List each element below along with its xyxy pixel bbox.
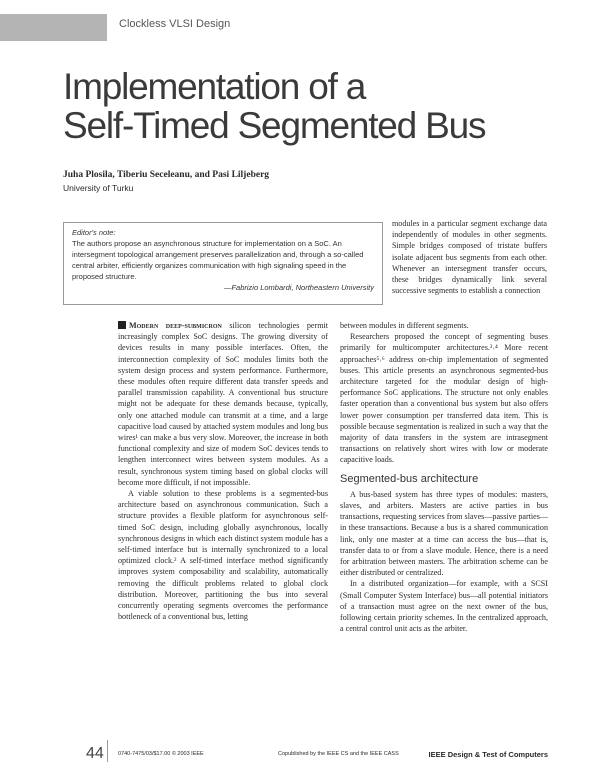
paragraph: between modules in different segments.	[340, 321, 469, 330]
editors-note-signature: —Fabrizio Lombardi, Northeastern University	[223, 283, 374, 292]
section-marker-icon	[118, 321, 126, 329]
article-title	[63, 67, 485, 145]
footer-copublished: Copublished by the IEEE CS and the IEEE CASS	[278, 751, 399, 757]
footer-divider	[107, 740, 108, 762]
lead-in: Modern deep-submicron	[129, 321, 222, 330]
column-right	[340, 320, 548, 634]
editors-note-body: The authors propose an asynchronous structure for implementation on a SoC. An intersegment topological arrangement preserves parallelization and, through a so-called central arbiter, efficiently organizes communication with high signaling speed in the proposed structure.	[72, 239, 364, 281]
section-label: Clockless VLSI Design	[119, 18, 231, 30]
paragraph: Researchers proposed the concept of segmenting buses primarily for multicomputer architectures.³˒⁴ More recent approaches⁵˒⁶ address on-chip implementation of segmented buses. This article presents an asynchronous segmented-bus architecture targeted for the modular design of high-performance SoC applications. The structure not only enables faster operation than a conventional bus system but also offers lower power consumption per transferred data item. This is possible because segmentation is realized in such a way that the majority of data transfers in the system are intrasegment transactions on relatively short wires with low or moderate capacitive loads.	[340, 332, 548, 465]
affiliation: University of Turku	[63, 183, 134, 193]
paragraph: Modern deep-submicron silicon technologies permit increasingly complex SoC designs. The growing diversity of devices results in many possible interfaces. Often, the interconnection complexity of SoC modules limits both the system design process and system performance. Furthermore, these modules often require different data transfer speeds and parallel transmission capability. A conventional bus structure might not be adequate for these demands because, typically, only one attached module can transmit at a time, and a large capacitive load caused by attached system modules and long bus wires¹ can make a bus very slow. Moreover, the increase in both functional complexity and size of modern SoC devices tends to lengthen interconnect wires between system modules. As a result, synchronous system timing based on global clocks will become more difficult, if not impossible.	[118, 321, 328, 487]
page-number: 44	[86, 745, 104, 762]
section-heading: Segmented-bus architecture	[340, 472, 479, 485]
footer-journal: IEEE Design & Test of Computers	[428, 750, 548, 759]
paragraph: A viable solution to these problems is a segmented-bus architecture based on asynchronous communication. Such a structure provides a flexible platform for asynchronous self-timed SoC design, including globally asynchronous, locally synchronous designs in which each distinct system module has a self-timed interface but is internally synchronized to a local optimized clock.² A self-timed interface method significantly improves system composability and scalability, automatically removing the difficult problems related to global clock distribution. Moreover, partitioning the bus into several concurrently operating segments overcomes the performance bottleneck of a conventional bus, letting	[118, 489, 328, 622]
title-line-1: Implementation of a	[63, 66, 366, 107]
footer-issn: 0740-7475/03/$17.00 © 2003 IEEE	[118, 751, 204, 757]
editors-note-heading: Editor's note:	[72, 228, 116, 237]
column-left	[118, 320, 328, 622]
authors: Juha Plosila, Tiberiu Seceleanu, and Pasi Liljeberg	[63, 170, 270, 180]
title-line-2: Self-Timed Segmented Bus	[63, 105, 486, 146]
editors-note-box	[63, 222, 383, 305]
paragraph: In a distributed organization—for example, with a SCSI (Small Computer System Interface) bus—all potential initiators of a transaction must agree on the next owner of the bus, following certain priority schemes. In the centralized approach, a central control unit acts as the arbiter.	[340, 579, 548, 634]
paragraph: modules in a particular segment exchange data independently of modules in other segments. Simple bridges composed of tristate buffers isolate adjacent bus segments from each other. Whenever an intersegment transfer occurs, these bridges dynamically link several successive segments to establish a connection	[392, 219, 547, 296]
column-top-right	[392, 218, 547, 296]
paragraph: A bus-based system has three types of modules: masters, slaves, and arbiters. Masters are active parties in bus transactions, requesting services from slaves—passive parties—in these transactions. Because a bus is a shared communication link, only one master at a time can access the bus—that is, transfer data to or from a slave module. Hence, there is a need for arbitration between masters. The arbitration scheme can be either distributed or centralized.	[340, 489, 548, 578]
header-bar	[0, 14, 107, 41]
